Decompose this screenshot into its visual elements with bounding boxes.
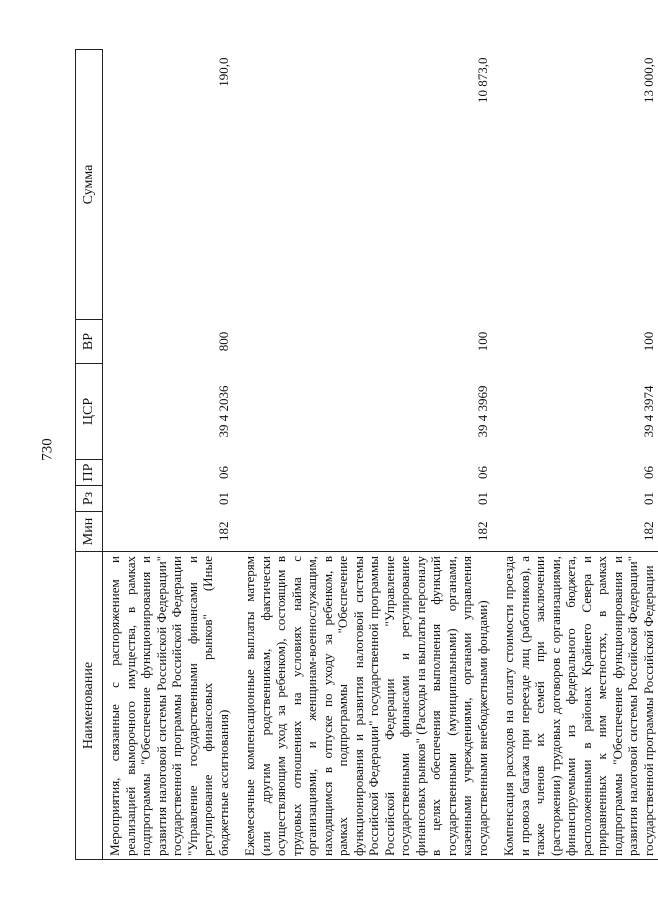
row-vr: 800 <box>215 331 231 352</box>
row-min: 182 <box>474 521 490 541</box>
header-pr: ПР <box>76 460 103 486</box>
row-name: Компенсация расходов на оплату стоимости проезда и провоза багажа при переезде лиц (работников), а также членов их семей при заключении (расторжении) трудовых договоров с организациями, финансируемыми из федерального бюджета, расположенными в районах Крайнего Севера и приравненных к ним местностях, в рамках подпрограммы "Обеспечение функционирования и развития налоговой системы Российской Федерации" государственной программы Российской Федерации <box>497 552 658 860</box>
row-min: 182 <box>215 521 231 541</box>
row-rz: 01 <box>474 492 490 505</box>
row-csr: 39 4 3974 <box>640 385 656 438</box>
row-sum: 10 873,0 <box>474 57 490 103</box>
row-vr: 100 <box>640 331 656 352</box>
rotated-page-content <box>75 50 656 860</box>
row-csr: 39 4 2036 <box>215 385 231 438</box>
header-min: Мин <box>76 512 103 552</box>
row-csr: 39 4 3969 <box>474 385 490 438</box>
row-rz: 01 <box>215 492 231 505</box>
page-number: 730 <box>39 438 56 461</box>
table-row <box>238 50 492 860</box>
table-header <box>76 50 103 860</box>
header-name: Наименование <box>76 552 103 860</box>
header-vr: ВР <box>76 320 103 364</box>
table-row <box>497 50 658 860</box>
row-sum: 190,0 <box>215 57 231 87</box>
row-rz: 01 <box>640 492 656 505</box>
header-sum: Сумма <box>76 50 103 320</box>
header-rz: Рз <box>76 486 103 512</box>
row-sum: 13 000,0 <box>640 57 656 103</box>
row-min: 182 <box>640 521 656 541</box>
budget-table <box>75 49 658 860</box>
table-row <box>103 50 234 860</box>
row-pr: 06 <box>640 466 656 479</box>
row-name: Мероприятия, связанные с распоряжением и реализацией выморочного имущества, в рамках подпрограммы "Обеспечение функционирования и развития налоговой системы Российской Федерации" государственной программы Российской Федерации "Управление государственными финансами и регулирование финансовых рынков" (Иные бюджетные ассигнования) <box>103 552 234 860</box>
row-pr: 06 <box>474 466 490 479</box>
header-csr: ЦСР <box>76 364 103 460</box>
row-vr: 100 <box>474 331 490 352</box>
row-pr: 06 <box>215 466 231 479</box>
row-name: Ежемесячные компенсационные выплаты матерям (или другим родственникам, фактически осуществляющим уход за ребенком), состоящим в трудовых отношениях на условиях найма с организациями, и женщинам-военнослужащим, находящимся в отпуске по уходу за ребенком, в рамках подпрограммы "Обеспечение функционирования и развития налоговой системы Российской Федерации" государственной программы Российской Федерации "Управление государственными финансами и регулирование финансовых рынков" (Расходы на выплаты персоналу в целях обеспечения выполнения функций государственными (муниципальными) органами, казенными учреждениями, органами управления государственными внебюджетными фондами) <box>238 552 492 860</box>
